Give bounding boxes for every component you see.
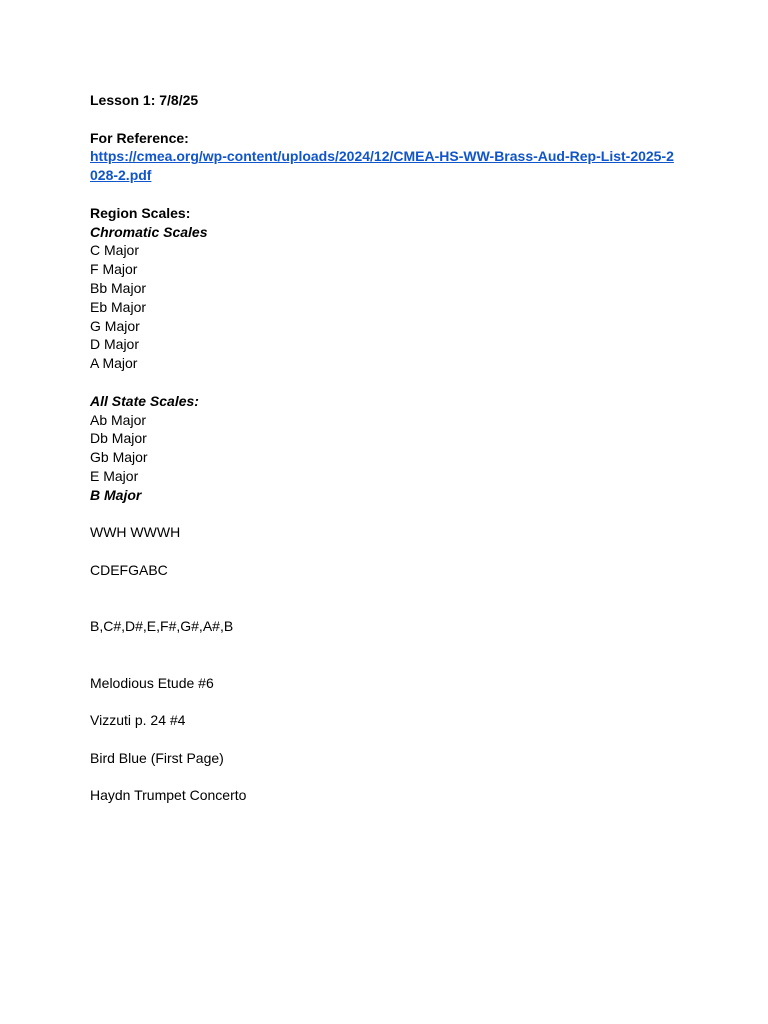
region-scale-item: G Major (90, 317, 140, 334)
region-scale-item: A Major (90, 355, 138, 372)
region-scale-item: Eb Major (90, 298, 147, 315)
region-scale-item: D Major (90, 336, 140, 353)
lesson-title: Lesson 1: 7/8/25 (90, 92, 199, 108)
c-major-notes: CDEFGABC (90, 561, 168, 578)
b-major-notes: B,C#,D#,E,F#,G#,A#,B (90, 618, 234, 635)
spacer (90, 542, 690, 561)
all-state-scale-item: Gb Major (90, 449, 148, 466)
region-scale-item: C Major (90, 242, 140, 259)
spacer (90, 693, 690, 712)
all-state-scale-highlighted: B Major (90, 486, 142, 503)
region-scale-item: F Major (90, 261, 138, 278)
repertoire-item: Vizzuti p. 24 #4 (90, 712, 186, 729)
region-scale-item: Bb Major (90, 279, 147, 296)
all-state-scale-item: Ab Major (90, 411, 147, 428)
spacer (90, 730, 690, 749)
repertoire-item: Melodious Etude #6 (90, 674, 214, 691)
chromatic-scales-subheading: Chromatic Scales (90, 223, 208, 240)
all-state-scales-heading: All State Scales: (90, 392, 199, 409)
spacer (90, 185, 690, 204)
region-scales-heading: Region Scales: (90, 204, 191, 221)
document-page (90, 91, 690, 805)
repertoire-item: Bird Blue (First Page) (90, 749, 224, 766)
spacer (90, 636, 690, 674)
spacer (90, 768, 690, 787)
spacer (90, 580, 690, 618)
spacer (90, 505, 690, 524)
all-state-scale-item: Db Major (90, 430, 147, 447)
reference-link[interactable]: https://cmea.org/wp-content/uploads/2024/12/CMEA-HS-WW-Brass-Aud-Rep-List-2025-2028-2.pdf (90, 148, 674, 184)
all-state-scale-item: E Major (90, 467, 139, 484)
repertoire-item: Haydn Trumpet Concerto (90, 787, 247, 804)
spacer (90, 110, 690, 129)
reference-label: For Reference: (90, 129, 189, 146)
spacer (90, 373, 690, 392)
step-pattern: WWH WWWH (90, 524, 181, 541)
